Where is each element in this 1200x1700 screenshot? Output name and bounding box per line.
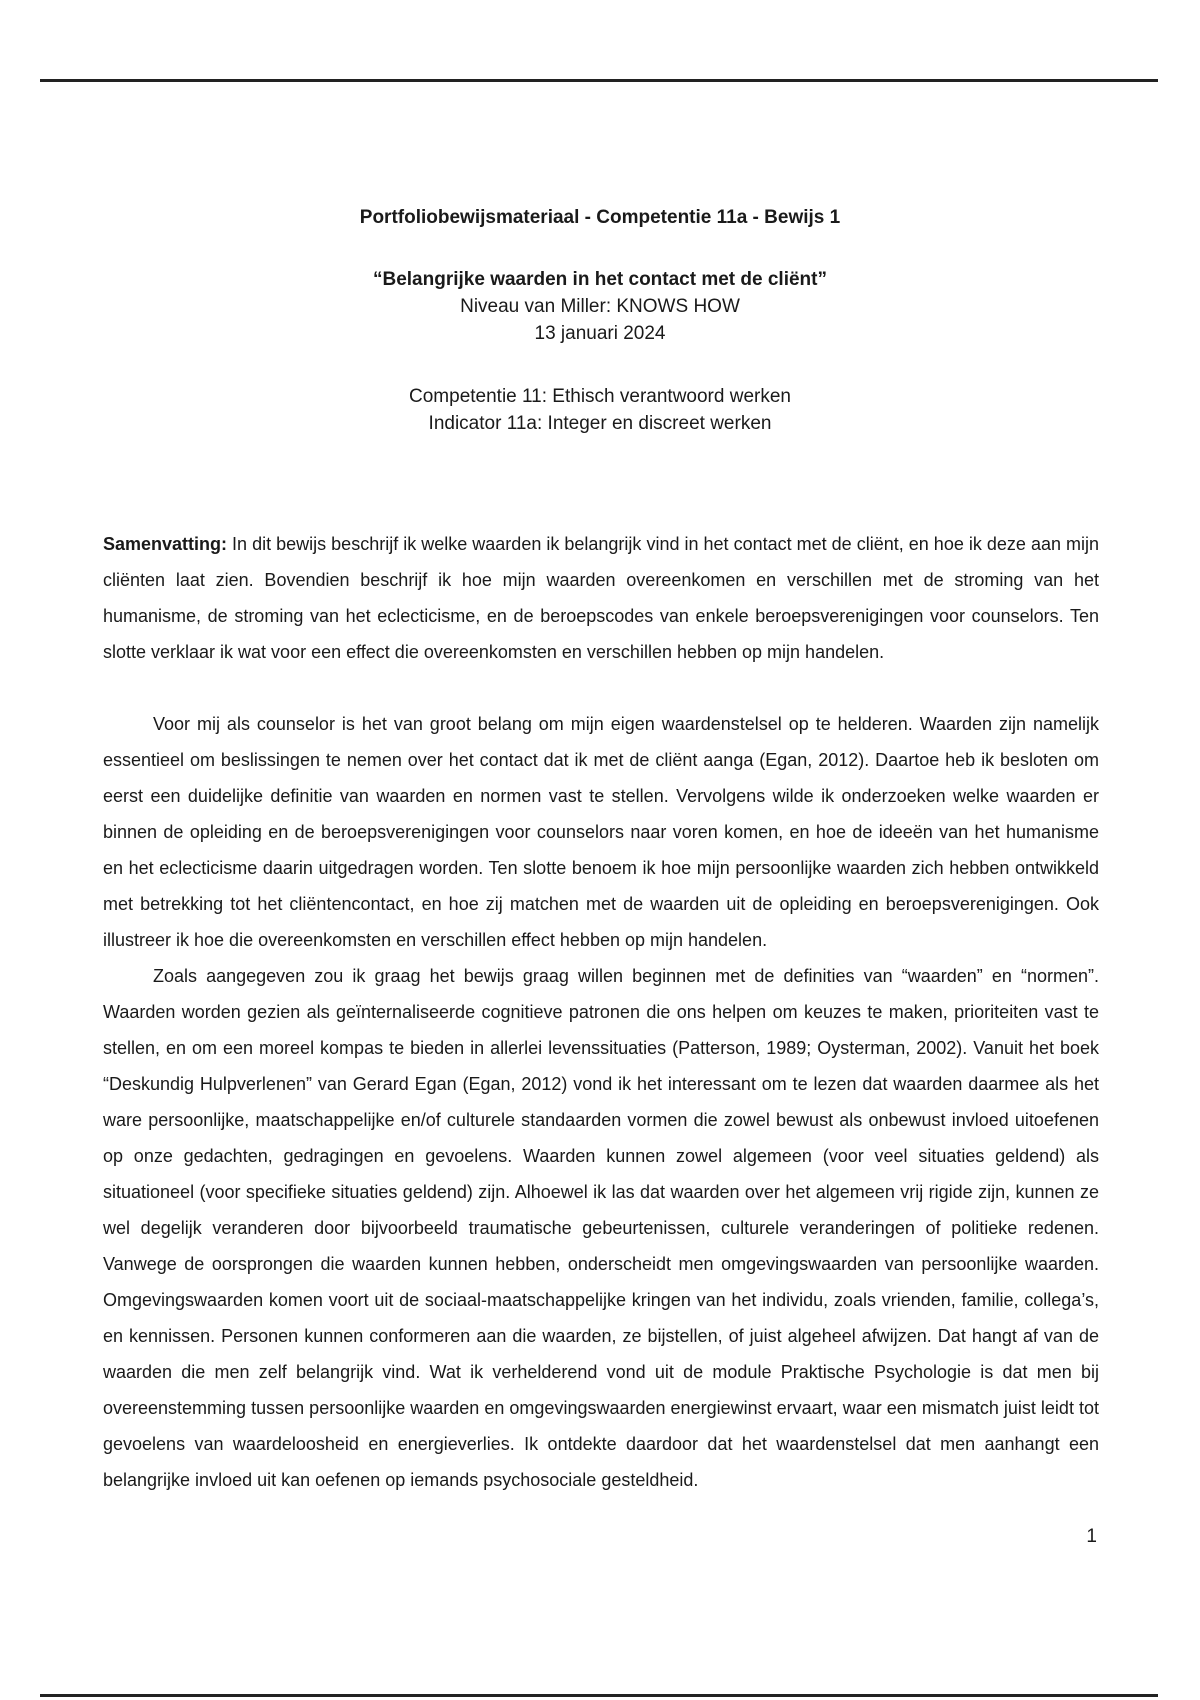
summary-text: In dit bewijs beschrijf ik welke waarden ik belangrijk vind in het contact met de cliënt, en hoe ik deze aan mijn cliënten laat zien. Bovendien beschrijf ik hoe mijn waarden overeenkomen en verschillen met de stroming van het humanisme, de stroming van het eclecticisme, en de beroepscodes van enkele beroepsverenigingen voor counselors. Ten slotte verklaar ik wat voor een effect die overeenkomsten en verschillen hebben op mijn handelen. [103, 534, 1099, 662]
page-number: 1 [1086, 1526, 1097, 1547]
document-header [0, 204, 1200, 437]
document-title: Portfoliobewijsmateriaal - Competentie 11a - Bewijs 1 [359, 207, 841, 228]
top-rule [40, 79, 1158, 82]
body-paragraph-1: Voor mij als counselor is het van groot belang om mijn eigen waardenstelsel op te helderen. Waarden zijn namelijk essentieel om beslissingen te nemen over het contact dat ik met de cliënt aanga (Egan, 2012). Daartoe heb ik besloten om eerst een duidelijke definitie van waarden en normen vast te stellen. Vervolgens wilde ik onderzoeken welke waarden er binnen de opleiding en de beroepsverenigingen voor counselors naar voren komen, en hoe de ideeën van het humanisme en het eclecticisme daarin uitgedragen worden. Ten slotte benoem ik hoe mijn persoonlijke waarden zich hebben ontwikkeld met betrekking tot het cliëntencontact, en hoe zij matchen met de waarden uit de opleiding en beroepsverenigingen. Ook illustreer ik hoe die overeenkomsten en verschillen effect hebben op mijn handelen. [103, 714, 1099, 950]
document-subtitle: “Belangrijke waarden in het contact met de cliënt” [372, 269, 827, 290]
competence-line: Competentie 11: Ethisch verantwoord werken [409, 386, 791, 407]
summary-paragraph [103, 526, 1099, 670]
summary-label: Samenvatting: [103, 534, 228, 554]
document-body [103, 526, 1099, 1498]
bottom-rule [40, 1694, 1158, 1697]
indicator-line: Indicator 11a: Integer en discreet werken [428, 413, 772, 434]
body-paragraph-2: Zoals aangegeven zou ik graag het bewijs graag willen beginnen met de definities van “waarden” en “normen”. Waarden worden gezien als geïnternaliseerde cognitieve patronen die ons helpen om keuzes te maken, prioriteiten vast te stellen, en om een moreel kompas te bieden in allerlei levenssituaties (Patterson, 1989; Oysterman, 2002). Vanuit het boek “Deskundig Hulpverlenen” van Gerard Egan (Egan, 2012) vond ik het interessant om te lezen dat waarden daarmee als het ware persoonlijke, maatschappelijke en/of culturele standaarden vormen die zowel bewust als onbewust invloed uitoefenen op onze gedachten, gedragingen en gevoelens. Waarden kunnen zowel algemeen (voor veel situaties geldend) als situationeel (voor specifieke situaties geldend) zijn. Alhoewel ik las dat waarden over het algemeen vrij rigide zijn, kunnen ze wel degelijk veranderen door bijvoorbeeld traumatische gebeurtenissen, culturele veranderingen of politieke redenen. Vanwege de oorsprongen die waarden kunnen hebben, onderscheidt men omgevingswaarden van persoonlijke waarden. Omgevingswaarden komen voort uit de sociaal-maatschappelijke kringen van het individu, zoals vrienden, familie, collega’s, en kennissen. Personen kunnen conformeren aan die waarden, ze bijstellen, of juist algeheel afwijzen. Dat hangt af van de waarden die men zelf belangrijk vind. Wat ik verhelderend vond uit de module Praktische Psychologie is dat men bij overeenstemming tussen persoonlijke waarden en omgevingswaarden energiewinst ervaart, waar een mismatch juist leidt tot gevoelens van waardeloosheid en energieverlies. Ik ontdekte daardoor dat het waardenstelsel dat men aanhangt een belangrijke invloed uit kan oefenen op iemands psychosociale gesteldheid. [103, 966, 1099, 1490]
miller-level: Niveau van Miller: KNOWS HOW [460, 296, 740, 317]
document-date: 13 januari 2024 [534, 323, 666, 344]
